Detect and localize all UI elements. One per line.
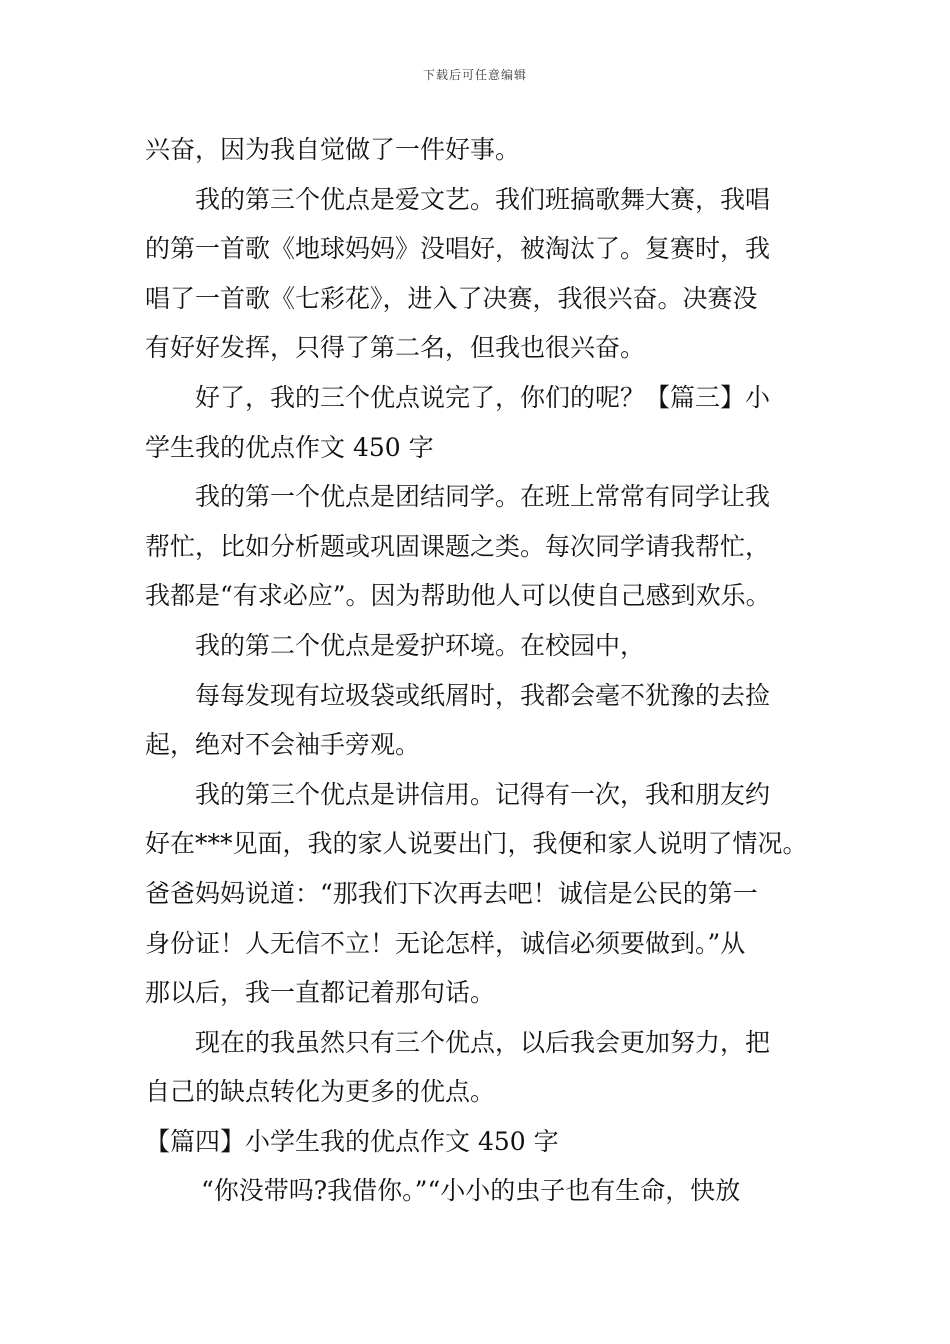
text-line: 帮忙，比如分析题或巩固课题之类。每次同学请我帮忙， — [145, 531, 771, 561]
text-line: 我的第一个优点是团结同学。在班上常常有同学让我 — [195, 482, 771, 512]
text-line: 身份证！人无信不立！无论怎样，诚信必须要做到。”从 — [145, 928, 746, 958]
text-line: 好在***见面，我的家人说要出门，我便和家人说明了情况。 — [145, 829, 808, 859]
text-line: 唱了一首歌《七彩花》，进入了决赛，我很兴奋。决赛没 — [145, 283, 758, 313]
text-line: 我都是“有求必应”。因为帮助他人可以使自己感到欢乐。 — [145, 581, 771, 611]
text-line: 每每发现有垃圾袋或纸屑时，我都会毫不犹豫的去捡 — [195, 680, 771, 710]
text-line: 学生我的优点作文 450 字 — [145, 432, 434, 462]
section-heading: 【篇四】小学生我的优点作文 450 字 — [145, 1126, 559, 1156]
text-line: 自己的缺点转化为更多的优点。 — [145, 1077, 496, 1107]
text-line: 我的第三个优点是讲信用。记得有一次，我和朋友约 — [195, 779, 771, 809]
text-line: 的第一首歌《地球妈妈》没唱好，被淘汰了。复赛时，我 — [145, 234, 771, 264]
text-line: 我的第二个优点是爱护环境。在校园中， — [195, 630, 646, 660]
document-body — [145, 125, 813, 1216]
text-line: 好了，我的三个优点说完了，你们的呢？【篇三】小 — [195, 382, 771, 412]
text-line: 兴奋，因为我自觉做了一件好事。 — [145, 135, 521, 164]
text-line: 那以后，我一直都记着那句话。 — [145, 978, 496, 1008]
text-line: 有好好发挥，只得了第二名，但我也很兴奋。 — [145, 333, 646, 363]
text-line: 现在的我虽然只有三个优点，以后我会更加努力，把 — [195, 1027, 771, 1057]
text-line: 我的第三个优点是爱文艺。我们班搞歌舞大赛，我唱 — [195, 184, 771, 214]
text-line: “你没带吗?我借你。”“小小的虫子也有生命，快放 — [201, 1176, 741, 1206]
text-line: 起，绝对不会袖手旁观。 — [145, 730, 421, 760]
page-header: 下载后可任意编辑 — [422, 68, 527, 82]
text-line: 爸爸妈妈说道：“那我们下次再去吧！诚信是公民的第一 — [145, 878, 758, 908]
